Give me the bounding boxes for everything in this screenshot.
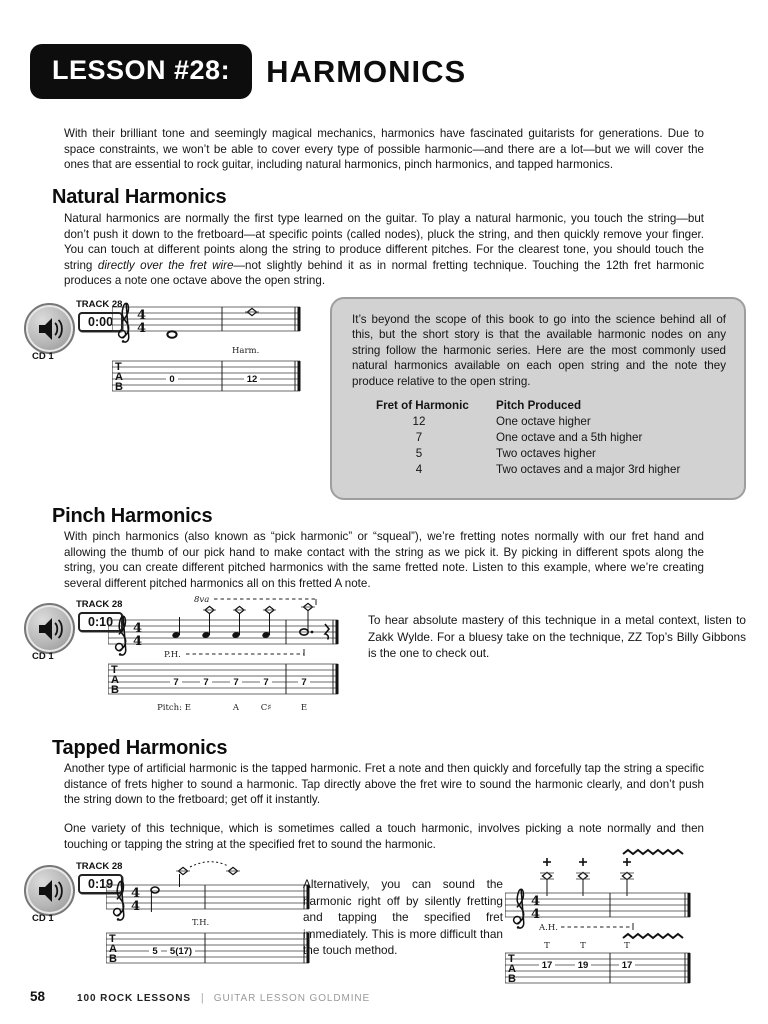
tab-letter-b: B [109,953,117,965]
time-signature-top: 4 [137,308,147,323]
time-signature-bottom: 4 [131,899,141,914]
speaker-circle [24,603,75,654]
table-cell-pitch: Two octaves higher [496,447,596,461]
tap-letter: T [624,941,630,951]
tab-letter-a: A [508,963,516,975]
infobox-text: It’s beyond the scope of this book to go into the science behind all of this, but the short story is that the available harmonic nodes on any string follow the harmonic series. Here are the most commonly used natural harmonics available on each open string and the note they produce relative to the open string. [352,313,726,388]
ah-label: A.H. [539,923,558,933]
tapped-harmonic-diamond [622,872,631,879]
table-cell-fret: 5 [415,447,423,461]
page-number: 58 [30,989,46,1004]
treble-clef-icon [116,616,126,656]
page-footer [30,989,370,1004]
tab-letter-t: T [508,953,515,965]
pitch-label: C♯ [260,703,272,713]
track-time: 0:10 [78,612,123,632]
staff [108,603,339,655]
notation-example-natural [112,297,302,399]
th-label: T.H. [192,918,210,928]
staff [106,862,310,921]
fret-number: 7 [203,677,209,688]
tab-letter-b: B [111,684,119,696]
tapped-harmonic-diamond [578,872,587,879]
treble-clef-icon [114,881,124,921]
half-note [151,887,159,893]
section-heading-tapped: Tapped Harmonics [52,737,228,759]
natural-text-italic: directly over the fret wire [97,258,234,272]
ph-label: P.H. [164,650,181,660]
pinch-paragraph: With pinch harmonics (also known as “pick harmonic” or “squeal”), we’re fretting notes normally with our fret hand and allowing the thumb of our pick hand to make contact with the string as we pick it. By picking in different spots along the string, you can create different pitched harmonics with the same fretted note. Listen to this example, where we’re creating several different pitched harmonics all on this fretted A note. [64,530,704,590]
time-signature-bottom: 4 [137,321,147,336]
tapped-harmonic-diamond [542,872,551,879]
cd-label: CD 1 [32,651,54,662]
table-cell-pitch: One octave higher [496,415,591,429]
track-label: TRACK 28 [76,861,123,872]
treble-clef-icon [119,303,129,343]
tab-letter-b: B [115,381,123,393]
table-cell-fret: 12 [412,415,426,429]
series-title: GUITAR LESSON GOLDMINE [213,993,371,1004]
harm-label: Harm. [232,346,260,356]
fret-number: 7 [301,677,307,688]
tab-letter-t: T [109,933,116,945]
fret-number: 7 [263,677,269,688]
fret-number: 5 [152,946,158,957]
tab-letter-a: A [109,943,117,955]
time-signature-bottom: 4 [531,907,541,922]
whole-note [167,331,176,337]
notation-example-pinch [108,592,340,724]
tab-letter-t: T [111,664,118,676]
speaker-circle [24,303,75,354]
tab-staff [106,933,310,965]
track-time: 0:00 [78,312,123,332]
lesson-header [30,44,466,99]
time-signature-top: 4 [131,886,141,901]
track-time: 0:19 [78,874,123,894]
vibrato-wave [623,850,683,854]
tab-letter-a: A [111,674,119,686]
tab-letter-a: A [115,371,123,383]
footer-separator: | [200,992,204,1004]
tap-letter: T [580,941,586,951]
section-heading-pinch: Pinch Harmonics [52,505,213,527]
speaker-icon [35,876,65,906]
vibrato-wave [623,934,683,938]
tab-staff [505,953,691,985]
tapped-paragraph-2: One variety of this technique, which is sometimes called a touch harmonic, involves picking a note normally and then touching or tapping the string at the specified fret to sound the harmonic. [64,822,704,851]
book-title: 100 ROCK LESSONS [77,993,191,1004]
lesson-number-badge: LESSON #28: [30,44,252,99]
cd-label: CD 1 [32,913,54,924]
fret-number: 7 [173,677,179,688]
tap-letter: T [544,941,550,951]
table-header-pitch: Pitch Produced [496,399,582,413]
tab-staff [112,361,301,393]
notation-example-touch [106,855,311,983]
pitch-label: A [232,703,240,713]
table-cell-fret: 7 [415,431,423,445]
pitch-label: E [300,703,308,713]
fret-number: 0 [169,374,175,385]
pitch-prefix-label: Pitch: E [157,703,191,713]
time-signature-top: 4 [531,894,541,909]
fret-number: 19 [577,960,589,971]
ottava-label: 8va [194,595,210,605]
intro-paragraph: With their brilliant tone and seemingly magical mechanics, harmonics have fascinated guitarists for generations. Due to space constraints, we won’t be able to cover every type of possible harmonic—and there are a lot—but we will cover the ones that are essential to rock guitar, including natural harmonics, pinch harmonics, and tapped harmonics. [64,127,704,172]
fret-number: 12 [246,374,258,385]
treble-clef-icon [514,889,524,929]
tapped-paragraph-1: Another type of artificial harmonic is the tapped harmonic. Fret a note and then quickly and forcefully tap the string a specific distance of frets higher to sound a harmonic. Tap directly above the fret wire to sound the harmonic clearly, and don’t push the string down to the fretboard; get off it instantly. [64,762,704,807]
table-cell-fret: 4 [415,463,423,477]
plus-ornaments [543,858,631,866]
section-heading-natural: Natural Harmonics [52,186,227,208]
table-header-fret: Fret of Harmonic [376,399,469,413]
tab-letter-t: T [115,361,122,373]
track-label: TRACK 28 [76,599,123,610]
natural-paragraph [64,211,704,289]
pinch-side-note: To hear absolute mastery of this technique in a metal context, listen to Zakk Wylde. For a bluesy take on the technique, ZZ Top’s Billy Gibbons is the one to check out. [368,613,746,660]
track-label: TRACK 28 [76,299,123,310]
tab-letter-b: B [508,973,516,985]
tapped-side-note: Alternatively, you can sound the harmonic right off by silently fretting and tapping the specified fret immediately. This is more difficult than the touch method. [303,877,503,957]
natural-text-post: —not slightly behind it as in normal fretting technique. Touching the 12th fret harmonic produces a note one octave above the open string. [64,258,704,288]
natural-text-pre: Natural harmonics are normally the first type learned on the guitar. To play a natural harmonic, you touch the string—but don’t push it down to the fretboard—at specific points (called nodes), pluck the string, and then quickly remove your finger. You can touch at different points along the string to produce different pitches. For the clearest tone, you should touch the string [64,212,704,272]
staff [112,303,301,343]
table-cell-pitch: One octave and a 5th higher [496,431,643,445]
table-cell-pitch: Two octaves and a major 3rd higher [496,463,681,477]
page-title: HARMONICS [266,53,467,89]
time-signature-bottom: 4 [133,634,143,649]
staff [505,872,691,928]
fret-number: 17 [541,960,553,971]
tab-staff [108,664,339,696]
speaker-icon [35,314,65,344]
harmonic-table [376,398,726,477]
notation-example-tapped [505,846,697,988]
harmonic-series-infobox [330,297,746,500]
fret-number: 5(17) [169,946,193,957]
cd-label: CD 1 [32,351,54,362]
fret-number: 7 [233,677,239,688]
time-signature-top: 4 [133,621,143,636]
speaker-circle [24,865,75,916]
speaker-icon [35,614,65,644]
fret-number: 17 [621,960,633,971]
dashed-slur [190,862,228,867]
